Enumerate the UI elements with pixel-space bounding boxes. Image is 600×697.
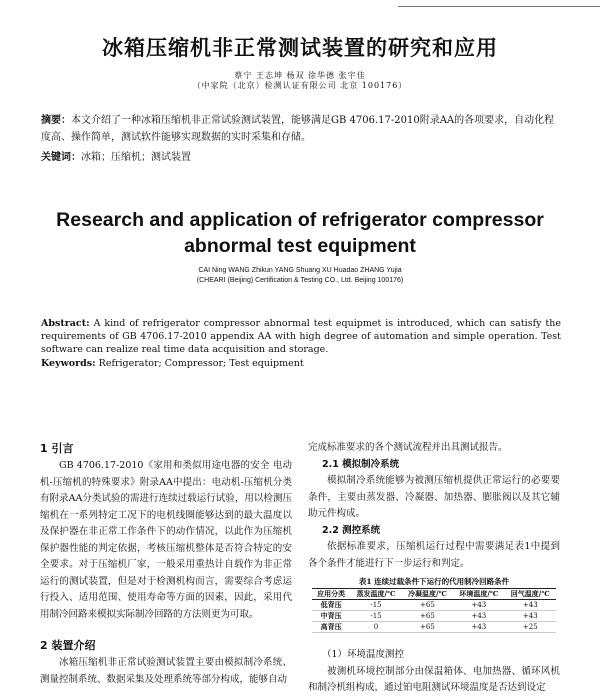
chinese-keywords-label: 关键词：	[41, 152, 81, 163]
table-cell: +43	[505, 611, 556, 622]
chinese-affiliation: （中家院（北京）检测认证有限公司 北京 100176）	[192, 81, 408, 90]
table-cell: +43	[505, 600, 556, 611]
english-keywords	[41, 357, 561, 370]
table-cell: +25	[505, 622, 556, 633]
table-header-row	[312, 589, 556, 600]
table-cell: +43	[453, 611, 504, 622]
subsection-2-1-heading: 2.1 模拟制冷系统	[322, 458, 400, 470]
table-header-cell: 蒸发温度/℃	[356, 589, 396, 598]
table-header-cell: 应用分类	[317, 589, 346, 598]
table-row	[312, 600, 556, 611]
english-keywords-label: Keywords:	[41, 358, 96, 369]
subsection-2-1-paragraph: 模拟制冷系统能够为被测压缩机提供正常运行的必要要条件，主要由蒸发器、冷凝器、加热器、膨胀阀以及其它辅助元件构成。	[308, 475, 560, 519]
table-cell: 低背压	[312, 600, 350, 611]
table-header-cell: 冷凝温度/℃	[407, 589, 447, 598]
subsection-2-2-heading: 2.2 测控系统	[322, 524, 381, 536]
item-1-heading: （1）环境温度测控	[322, 649, 405, 660]
english-title: Research and application of refrigerator compressor abnormal test equipment	[56, 209, 544, 257]
table-header-cell: 环境温度/℃	[459, 589, 499, 598]
english-abstract-text: A kind of refrigerator compressor abnormal test equipmet is introduced, which can satisfy the requirements of GB 4706.17-2010 appendix AA with high degree of automation and simple operation. Test software can realize real time data acquisition and storage.	[41, 318, 561, 355]
table-header-cell: 回气温度/℃	[510, 589, 550, 598]
english-abstract-label: Abstract:	[41, 318, 90, 329]
chinese-authors: 蔡宁 王志坤 杨双 徐华德 张宇佳	[234, 71, 366, 80]
chinese-keywords	[41, 149, 561, 166]
chinese-abstract-label: 摘要：	[41, 115, 71, 126]
chinese-keywords-text: 冰箱；压缩机；测试装置	[81, 152, 191, 163]
table-row	[312, 611, 556, 622]
table-1-caption: 表1 连续过载条件下运行的代用制冷回路条件	[358, 577, 510, 586]
table-cell: +65	[402, 600, 453, 611]
english-abstract	[41, 317, 561, 356]
table-cell: -15	[350, 611, 401, 622]
section-2-heading: 2 装置介绍	[40, 639, 96, 652]
table-row	[312, 622, 556, 633]
table-cell: +43	[453, 622, 504, 633]
right-continuation-paragraph: 完成标准要求的各个测试流程并出具测试报告。	[308, 442, 508, 453]
chinese-abstract	[41, 112, 561, 146]
table-1	[312, 588, 556, 633]
english-affiliation: (CHEARI (Beijing) Certification & Testing CO., Ltd. Beijing 100176)	[196, 277, 404, 284]
left-column	[40, 440, 292, 688]
table-cell: +65	[402, 611, 453, 622]
chinese-abstract-text: 本文介绍了一种冰箱压缩机非正常试验测试装置，能够满足GB 4706.17-2010附录AA的各项要求，自动化程度高、操作简单，测试软件能够实现数据的实时采集和存储。	[41, 115, 555, 143]
table-cell: 0	[350, 622, 401, 633]
section-1-heading: 1 引言	[40, 442, 74, 455]
table-cell: +65	[402, 622, 453, 633]
table-cell: +43	[453, 600, 504, 611]
subsection-2-2-paragraph: 依据标准要求，压缩机运行过程中需要满足表1中提到各个条件才能进行下一步运行和判定。	[308, 541, 560, 569]
table-cell: 中背压	[312, 611, 350, 622]
english-authors: CAI Ning WANG Zhikun YANG Shuang XU Huadao ZHANG Yujia	[198, 267, 402, 274]
table-cell: -15	[350, 600, 401, 611]
item-1-paragraph: 被测机环境控制部分由保温箱体、电加热器、循环风机和制冷机组构成，通过铂电阻测试环境温度是否达到设定	[308, 665, 560, 693]
section-1-paragraph: GB 4706.17-2010《家用和类似用途电器的安全 电动机-压缩机的特殊要求》附录AA中提出：电动机-压缩机分类有附录AA分类试验的需进行连续过载运行试验，用以检测压缩机在一系列特定工况下的电机线圈能够达到的最大温度以及保护器在非正常工作条件下的动作情况，以此作为压缩机保护器性能的判定依据，考核压缩机整体是否符合特定的安全要求。对于压缩机厂家，一般采用重热计自载作为非正常运行的测试装置，但是对于检测机构而言，需要综合考虑运行投入、适用范围、使用寿命等方面的因素，因此，采用代用制冷回路来模拟实际制冷回路的方法则更为可取。	[40, 460, 292, 620]
section-2-paragraph: 冰箱压缩机非正常试验测试装置主要由模拟制冷系统、测量控制系统、数据采集及处理系统等部分构成，能够自动	[40, 657, 292, 685]
right-column	[308, 440, 560, 697]
header-rule	[398, 6, 600, 7]
english-keywords-text: Refrigerator; Compressor; Test equipment	[98, 358, 304, 369]
table-cell: 高背压	[312, 622, 350, 633]
chinese-title: 冰箱压缩机非正常测试装置的研究和应用	[102, 35, 498, 60]
